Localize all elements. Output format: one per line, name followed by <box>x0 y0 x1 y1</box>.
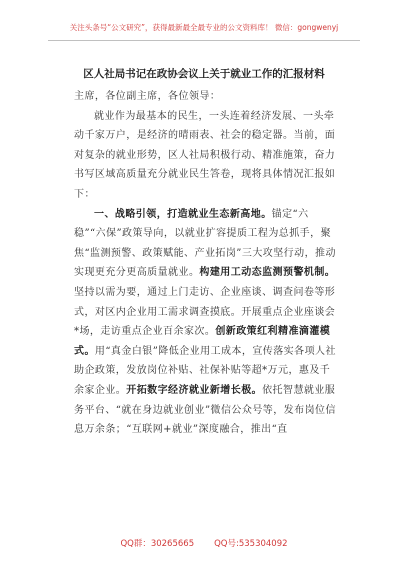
salutation: 主席，各位副主席，各位领导： <box>74 91 221 102</box>
promo-header: 关注头条号“公文研究”，获得最新最全最专业的公文资料库！ 微信：gongwenyj <box>69 23 339 32</box>
section-1-paragraph <box>74 205 340 440</box>
section-1-heading: 一、战略引领，打造就业生态新高地。 <box>94 208 272 220</box>
section-1-subheading-policy: 创新政策红利精准滴灌模式。 <box>74 326 331 357</box>
section-1-subheading-digital: 开拓数字经济就业新增长极。 <box>126 384 263 396</box>
section-1-text-1: 锚定“六稳”“六保”政策导向，以就业扩容提质工程为总抓手，聚焦“监测预警、政策赋能、产业拓岗”三大攻坚行动，推动实现更充分更高质量就业。 <box>74 208 336 279</box>
section-1-subheading-monitoring: 构建用工动态监测预警机制。 <box>199 267 336 279</box>
document-title: 区人社局书记在政协会议上关于就业工作的汇报材料 <box>83 68 325 80</box>
contact-footer <box>0 537 408 549</box>
header-divider <box>48 40 360 41</box>
document-body <box>74 87 340 440</box>
section-1-text-2: 坚持以需为要，通过上门走访、企业座谈、调查问卷等形式，对区内企业用工需求调查摸底。开展重点企业座谈会*场，走访重点企业百余家次。 <box>74 286 336 338</box>
qq-group: QQ群：30265665 <box>120 539 195 549</box>
qq-number: QQ号:535304092 <box>214 539 288 549</box>
intro-paragraph: 就业作为最基本的民生，一头连着经济发展、一头牵动千家万户，是经济的晴雨表、社会的稳定器。当前，面对复杂的就业形势，区人社局积极行动、精准施策，奋力书写区域高质量充分就业民生答卷，现将具体情况汇报如下： <box>74 110 336 200</box>
section-1-text-4: 依托智慧就业服务平台、“就在身边就业创业”微信公众号等，发布岗位信息万余条；“互联网+就业”深度融合，推出“直 <box>74 384 336 436</box>
section-1-text-3: 用“真金白银”降低企业用工成本，宣传落实各项人社助企政策，发放岗位补贴、社保补贴等超*万元，惠及千余家企业。 <box>74 345 336 396</box>
